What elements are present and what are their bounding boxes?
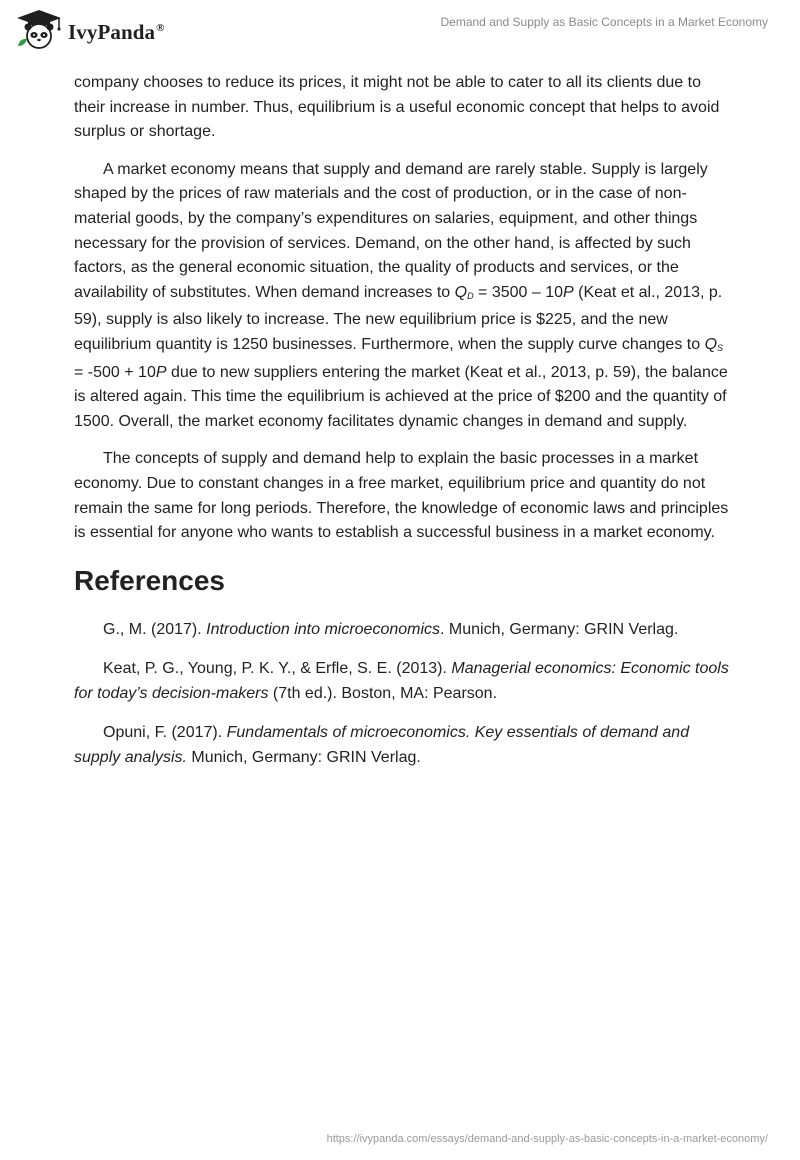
formula-qd-subscript: D <box>467 290 474 301</box>
text-run: due to new suppliers entering the market (Keat et al., 2013, p. 59), the balance is altered again. This time the equilibrium is achieved at the price of $200 and the quantity of 1500. Overall, the market economy facilitates dynamic changes in demand and supply. <box>74 363 728 430</box>
text-run: (Keat et al., 2013, p. 59), supply is also likely to increase. The new equilibrium price is $225, and the new equilibrium quantity is 1250 businesses. Furthermore, when the supply curve changes to <box>74 283 723 353</box>
document-title: Demand and Supply as Basic Concepts in a Market Economy <box>440 15 768 29</box>
formula-p-symbol: P <box>563 283 574 301</box>
formula-p-symbol: P <box>155 363 167 381</box>
paragraph-conclusion: The concepts of supply and demand help to explain the basic processes in a market economy. Due to constant changes in a free market, equilibrium price and quantity do not remain the same for long periods. Therefore, the knowledge of economic laws and principles is essential for anyone who wants to establish a successful business in a market economy. <box>74 450 729 542</box>
text-run: A market economy means that supply and demand are rarely stable. Supply is largely shaped by the prices of raw materials and the cost of production, or in the case of non-material goods, by the company’s expenditures on salaries, equipment, and other things necessary for the provision of services. Demand, on the other hand, is affected by such factors, as the general economic situation, the quality of products and services, or the availability of substitutes. When demand increases to <box>74 160 708 301</box>
paragraph-continuation: company chooses to reduce its prices, it might not be able to cater to all its clients due to their increase in number. Thus, equilibrium is a useful economic concept that helps to avoid surplus or shortage. <box>74 74 720 141</box>
source-url-link[interactable]: https://ivypanda.com/essays/demand-and-supply-as-basic-concepts-in-a-market-economy/ <box>326 1133 768 1145</box>
text-run: = 3500 – 10 <box>473 283 564 301</box>
formula-qs-subscript: S <box>717 342 724 353</box>
registered-mark: ® <box>156 21 165 34</box>
reference-item: Opuni, F. (2017). Fundamentals of microeconomics. Key essentials of demand and supply analysis. Munich, Germany: GRIN Verlag. <box>74 724 690 767</box>
essay-content <box>74 71 730 786</box>
brand-name-text: IvyPanda <box>68 19 156 44</box>
references-heading: References <box>74 564 225 596</box>
formula-qs-symbol: $Q_S$ <box>704 335 724 353</box>
brand-logo[interactable] <box>14 8 165 50</box>
reference-title: Managerial economics: Economic tools for today’s decision-makers <box>74 660 729 702</box>
paragraph-market-economy <box>74 158 730 435</box>
reference-title: Introduction into microeconomics <box>206 620 441 638</box>
brand-name <box>68 20 165 45</box>
text-run: = -500 + 10 <box>74 363 156 381</box>
reference-item: Keat, P. G., Young, P. K. Y., & Erfle, S. E. (2013). Managerial economics: Economic tools for today’s decision-makers (7th ed.). Boston, MA: Pearson. <box>74 660 729 702</box>
reference-item: G., M. (2017). Introduction into microeconomics. Munich, Germany: GRIN Verlag. <box>103 620 679 638</box>
panda-graduate-icon <box>14 8 64 50</box>
reference-title: Fundamentals of microeconomics. Key essentials of demand and supply analysis. <box>74 724 690 767</box>
formula-qd-symbol: $Q_D$ <box>454 283 474 301</box>
